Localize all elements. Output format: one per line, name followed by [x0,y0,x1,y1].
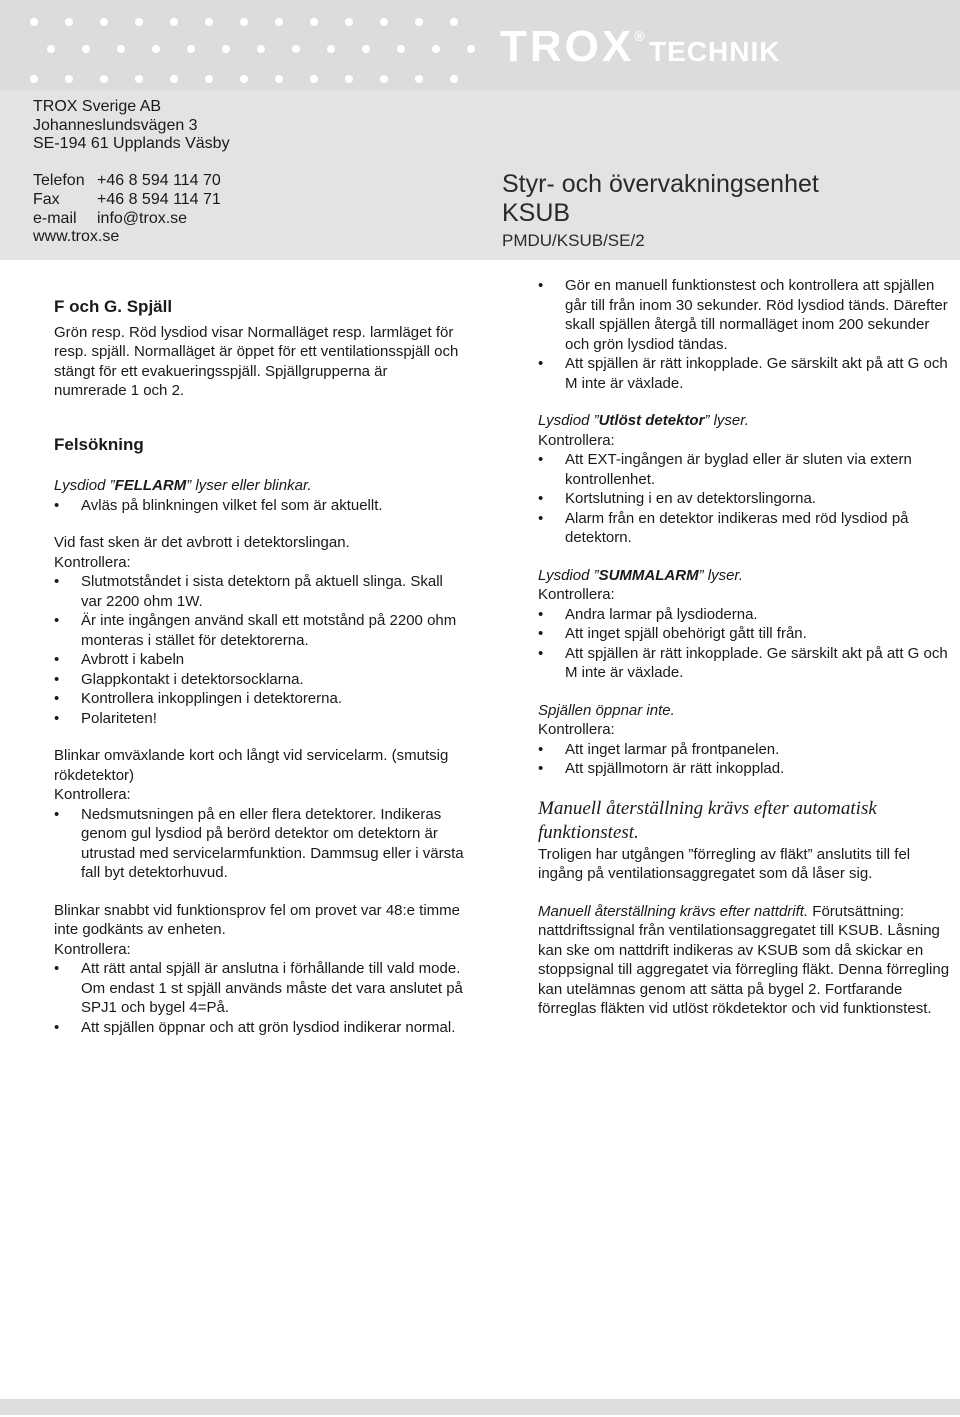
email-row [33,210,230,229]
header-banner [0,0,960,90]
list-item: • Avbrott i kabeln [54,650,464,670]
dot-icon [100,18,108,26]
dot-icon [380,75,388,83]
phone-value: +46 8 594 114 70 [97,172,221,190]
fellarm-pre: Lysdiod ” [54,477,115,494]
dot-icon [170,18,178,26]
dot-icon [135,75,143,83]
list-item: • Alarm från en detektor indikeras med röd lysdiod på detektorn. [538,509,953,548]
nattdrift-text: Förutsättning: nattdriftssignal från ventilationsaggregatet till KSUB. Låsning kan ske om nattdrift indikeras av KSUB som då skickar en stoppsignal till aggregatet via förregling fläkt. Denna förregling kan utelämnas genom att sätta på bygel 2. Fortfarande förreglas fläkten vid utlöst rökdetektor och vid funktionstest. [538,902,950,1017]
dot-icon [152,45,160,53]
nattdrift-em: Manuell återställning krävs efter nattdrift. [538,902,809,920]
list-item: • Gör en manuell funktionstest och kontrollera att spjällen går till från inom 30 sekunder. Röd lysdiod tänds. Därefter skall spjällen återgå till normalläget inom 200 sekunder och grön lysdiod tändas. [538,276,953,354]
kontrollera-label: Kontrollera: [538,586,615,603]
service-list [54,805,464,883]
logo-brand: TROX [500,22,635,71]
nattdrift-paragraph [538,902,953,1019]
list-item: • Att rätt antal spjäll är anslutna i förhållande till vald mode. Om endast 1 st spjäll används måste det vara anslutet på SPJ1 och bygel 4=På. [54,959,464,1018]
trox-logo [500,22,780,72]
dot-icon [275,75,283,83]
dot-icon [327,45,335,53]
list-item: • Avläs på blinkningen vilket fel som är aktuellt. [54,496,464,516]
left-column [54,297,464,1037]
dot-icon [47,45,55,53]
spjall-description: Grön resp. Röd lysdiod visar Normalläget resp. larmläget för resp. spjäll. Normalläget är öppet för ett ventilationsspjäll och stängt för ett evakueringsspjäll. Spjällgrupperna är numrerade 1 och 2. [54,323,459,399]
fast-list [54,572,464,728]
section-heading-spjall: F och G. Spjäll [54,297,173,316]
top-list [538,276,953,393]
dot-icon [362,45,370,53]
list-item: • Är inte ingången använd skall ett motstånd på 2200 ohm monteras i stället för detektorerna. [54,611,464,650]
web-link[interactable]: www.trox.se [33,228,120,246]
dot-icon [187,45,195,53]
dot-icon [310,18,318,26]
list-item: • Andra larmar på lysdioderna. [538,605,953,625]
logo-suffix: TECHNIK [649,36,781,67]
dot-icon [432,45,440,53]
phone-label: Telefon [33,172,85,190]
document-title [502,170,819,252]
title-line-1: Styr- och övervakningsenhet [502,170,819,198]
utlost-list [538,450,953,548]
fellarm-key: FELLARM [114,477,187,494]
document-code: PMDU/KSUB/SE/2 [502,231,645,250]
fellarm-list [54,496,464,516]
company-street: Johanneslundsvägen 3 [33,116,198,134]
utlost-pre: Lysdiod ” [538,412,599,429]
list-item: • Kontrollera inkopplingen i detektorerna. [54,689,464,709]
dot-icon [292,45,300,53]
dot-icon [345,18,353,26]
fax-row [33,191,230,210]
oppnar-line [538,701,953,721]
dot-icon [82,45,90,53]
dot-icon [257,45,265,53]
dot-icon [117,45,125,53]
dot-icon [380,18,388,26]
dot-icon [240,18,248,26]
fax-label: Fax [33,190,60,208]
list-item: • Att spjällen öppnar och att grön lysdiod indikerar normal. [54,1018,464,1038]
summa-list [538,605,953,683]
kontrollera-label: Kontrollera: [538,721,615,738]
manuell-heading: Manuell återställning krävs efter automatisk funktionstest. [538,797,877,843]
list-item: • Att spjällen är rätt inkopplade. Ge särskilt akt på att G och M inte är växlade. [538,354,953,393]
oppnar-list [538,740,953,779]
dot-icon [170,75,178,83]
list-item: • Att inget larmar på frontpanelen. [538,740,953,760]
right-column [538,276,953,1019]
summa-post: ” lyser. [698,566,744,584]
company-city: SE-194 61 Upplands Väsby [33,135,230,153]
email-value[interactable]: info@trox.se [97,209,188,227]
footer-bar [0,1399,960,1415]
list-item: • Kortslutning i en av detektorslingorna. [538,489,953,509]
felsokning-heading: Felsökning [54,434,144,454]
dot-icon [310,75,318,83]
dot-icon [65,18,73,26]
fast-text: Vid fast sken är det avbrott i detektorslingan. [54,534,350,551]
utlost-post: ” lyser. [704,412,749,429]
fast-blink-list [54,959,464,1037]
utlost-line [538,411,953,431]
company-name: TROX Sverige AB [33,98,162,115]
kontrollera-label: Kontrollera: [54,553,131,571]
dot-icon [205,75,213,83]
summa-pre: Lysdiod ” [538,566,599,584]
dot-icon [135,18,143,26]
kontrollera-label: Kontrollera: [54,940,131,958]
summa-line [538,566,953,586]
dot-icon [450,18,458,26]
dot-icon [222,45,230,53]
dot-icon [30,75,38,83]
utlost-key: Utlöst detektor [598,412,705,429]
fellarm-line [54,476,464,496]
dot-icon [205,18,213,26]
dot-icon [415,18,423,26]
dot-icon [467,45,475,53]
fellarm-post: ” lyser eller blinkar. [186,477,312,494]
dot-icon [345,75,353,83]
list-item: • Polariteten! [54,709,464,729]
list-item: • Glappkontakt i detektorsocklarna. [54,670,464,690]
list-item: • Att spjällmotorn är rätt inkopplad. [538,759,953,779]
dot-icon [275,18,283,26]
list-item: • Att inget spjäll obehörigt gått till från. [538,624,953,644]
list-item: • Att spjällen är rätt inkopplade. Ge särskilt akt på att G och M inte är växlade. [538,644,953,683]
dot-icon [397,45,405,53]
list-item: • Nedsmutsningen på en eller flera detektorer. Indikeras genom gul lysdiod på berörd detektor om detektorn är utrustad med servicelarmfunktion. Dammsug eller i värsta fall byt detektorhuvud. [54,805,464,883]
service-text: Blinkar omväxlande kort och långt vid servicelarm. (smutsig rökdetektor) [54,747,449,784]
dot-icon [65,75,73,83]
summa-key: SUMMALARM [598,566,699,584]
dot-icon [415,75,423,83]
registered-icon: ® [634,28,645,44]
list-item: • Att EXT-ingången är byglad eller är sluten via extern kontrollenhet. [538,450,953,489]
kontrollera-label: Kontrollera: [54,786,131,803]
manuell-text: Troligen har utgången ”förregling av fläkt” anslutits till fel ingång på ventilationsaggregatet som då låser sig. [538,845,911,882]
dot-icon [30,18,38,26]
kontrollera-label: Kontrollera: [538,431,615,449]
dot-icon [100,75,108,83]
email-label: e-mail [33,209,77,227]
title-line-2: KSUB [502,199,571,227]
list-item: • Slutmotståndet i sista detektorn på aktuell slinga. Skall var 2200 ohm 1W. [54,572,464,611]
fast-blink-text: Blinkar snabbt vid funktionsprov fel om provet var 48:e timme inte godkänts av enheten. [54,901,461,938]
phone-row [33,172,230,191]
dot-icon [450,75,458,83]
oppnar-text: Spjällen öppnar inte. [538,701,675,719]
company-address [33,98,230,247]
dot-icon [240,75,248,83]
fax-value: +46 8 594 114 71 [97,190,221,208]
